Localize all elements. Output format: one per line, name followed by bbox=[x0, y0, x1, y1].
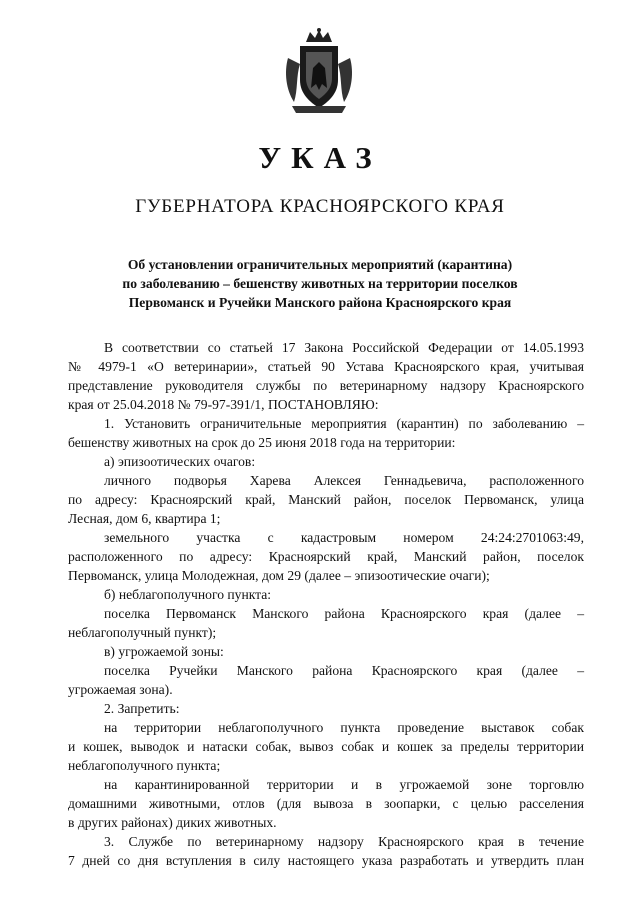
body-line: 3. Службе по ветеринарному надзору Красноярского края в течение bbox=[104, 834, 584, 849]
body-line: б) неблагополучного пункта: bbox=[104, 587, 272, 602]
body-line: Первоманск, улица Молодежная, дом 29 (далее – эпизоотические очаги); bbox=[68, 568, 490, 583]
coat-of-arms-emblem bbox=[282, 28, 356, 114]
heading-line: Об установлении ограничительных мероприятий (карантина) bbox=[127, 257, 513, 272]
body-line: края от 25.04.2018 № 79-97-391/1, ПОСТАНОВЛЯЮ: bbox=[68, 397, 379, 412]
body-line: Лесная, дом 6, квартира 1; bbox=[68, 511, 221, 526]
heading-line: Первоманск и Ручейки Манского района Красноярского края bbox=[128, 295, 512, 310]
body-line: в других районах) диких животных. bbox=[68, 815, 277, 830]
body-line: В соответствии со статьей 17 Закона Российской Федерации от 14.05.1993 bbox=[104, 340, 584, 355]
body-line: поселка Ручейки Манского района Красноярского края (далее – bbox=[104, 663, 584, 678]
body-line: в) угрожаемой зоны: bbox=[104, 644, 224, 659]
body-line: представление руководителя службы по ветеринарному надзору Красноярского bbox=[68, 378, 584, 393]
body-line: а) эпизоотических очагов: bbox=[104, 454, 256, 469]
body-line: неблагополучного пункта; bbox=[68, 758, 221, 773]
body-line: 7 дней со дня вступления в силу настоящего указа разработать и утвердить план bbox=[68, 853, 584, 868]
document-title: УКАЗ bbox=[258, 140, 382, 175]
body-line: 2. Запретить: bbox=[104, 701, 180, 716]
body-line: неблагополучный пункт); bbox=[68, 625, 217, 640]
body-line: бешенству животных на срок до 25 июня 2018 года на территории: bbox=[68, 435, 456, 450]
document-heading bbox=[60, 255, 580, 312]
body-line: земельного участка с кадастровым номером 24:24:2701063:49, bbox=[104, 530, 584, 545]
body-line: личного подворья Харева Алексея Геннадьевича, расположенного bbox=[104, 473, 584, 488]
body-line: расположенного по адресу: Красноярский край, Манский район, поселок bbox=[68, 549, 584, 564]
document-body bbox=[68, 338, 584, 870]
body-line: № 4979-1 «О ветеринарии», статьей 90 Устава Красноярского края, учитывая bbox=[68, 359, 584, 374]
body-line: и кошек, выводок и натаски собак, вывоз собак и кошек за пределы территории bbox=[68, 739, 584, 754]
body-line: угрожаемая зона). bbox=[68, 682, 173, 697]
heading-line: по заболеванию – бешенству животных на территории поселков bbox=[122, 276, 518, 291]
body-line: 1. Установить ограничительные мероприятия (карантин) по заболеванию – bbox=[104, 416, 584, 431]
body-line: на территории неблагополучного пункта проведение выставок собак bbox=[104, 720, 584, 735]
body-line: домашними животными, отлов (для вывоза в зоопарки, с целью расселения bbox=[68, 796, 584, 811]
body-line: на карантинированной территории и в угрожаемой зоне торговлю bbox=[104, 777, 584, 792]
body-line: по адресу: Красноярский край, Манский район, поселок Первоманск, улица bbox=[68, 492, 584, 507]
body-line: поселка Первоманск Манского района Красноярского края (далее – bbox=[104, 606, 584, 621]
document-subtitle: ГУБЕРНАТОРА КРАСНОЯРСКОГО КРАЯ bbox=[135, 196, 505, 217]
